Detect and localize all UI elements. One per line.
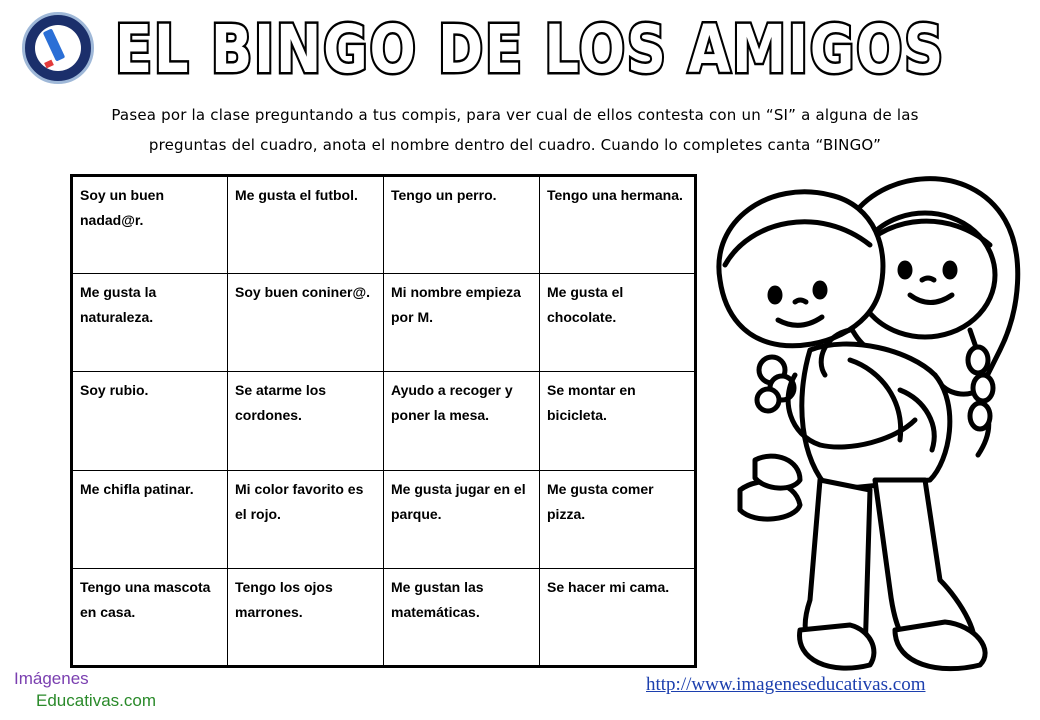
bingo-row xyxy=(72,568,696,666)
bingo-cell[interactable]: Me gusta el chocolate. xyxy=(540,274,696,372)
instructions-line-1: Pasea por la clase preguntando a tus compis, para ver cual de ellos contesta con un “SI” a alguna de las xyxy=(111,106,919,124)
brand-logo xyxy=(14,668,156,712)
bingo-cell[interactable]: Mi nombre empieza por M. xyxy=(384,274,540,372)
instructions-line-2: preguntas del cuadro, anota el nombre dentro del cuadro. Cuando lo completes canta “BINGO” xyxy=(148,136,882,154)
bingo-cell[interactable]: Tengo los ojos marrones. xyxy=(228,568,384,666)
hugging-kids-icon xyxy=(700,160,1030,680)
bingo-grid xyxy=(70,174,697,668)
bingo-cell[interactable]: Me gusta la naturaleza. xyxy=(72,274,228,372)
svg-text:EL BINGO DE LOS AMIGOS: EL BINGO DE LOS AMIGOS xyxy=(115,11,945,88)
website-link[interactable]: http://www.imageneseducativas.com xyxy=(646,674,926,695)
bingo-cell[interactable]: Me gusta el futbol. xyxy=(228,176,384,274)
bingo-cell[interactable]: Ayudo a recoger y poner la mesa. xyxy=(384,372,540,470)
bingo-row xyxy=(72,470,696,568)
bingo-cell[interactable]: Me gusta comer pizza. xyxy=(540,470,696,568)
instructions xyxy=(60,100,970,160)
bingo-cell[interactable]: Me gusta jugar en el parque. xyxy=(384,470,540,568)
bingo-cell[interactable]: Se montar en bicicleta. xyxy=(540,372,696,470)
bingo-cell[interactable]: Soy un buen nadad@r. xyxy=(72,176,228,274)
bingo-cell[interactable]: Se atarme los cordones. xyxy=(228,372,384,470)
bingo-cell[interactable]: Soy rubio. xyxy=(72,372,228,470)
bingo-cell[interactable]: Tengo una hermana. xyxy=(540,176,696,274)
bingo-row xyxy=(72,372,696,470)
bingo-row xyxy=(72,176,696,274)
bingo-cell[interactable]: Tengo una mascota en casa. xyxy=(72,568,228,666)
bingo-cell[interactable]: Se hacer mi cama. xyxy=(540,568,696,666)
bingo-row xyxy=(72,274,696,372)
bingo-cell[interactable]: Me chifla patinar. xyxy=(72,470,228,568)
brand-line-2: Educativas.com xyxy=(36,691,156,710)
bingo-cell[interactable]: Tengo un perro. xyxy=(384,176,540,274)
educational-pencil-logo-icon xyxy=(22,12,94,84)
bingo-cell[interactable]: Soy buen coniner@. xyxy=(228,274,384,372)
bingo-cell[interactable]: Mi color favorito es el rojo. xyxy=(228,470,384,568)
brand-line-1: Imágenes xyxy=(14,669,89,688)
bingo-cell[interactable]: Me gustan las matemáticas. xyxy=(384,568,540,666)
page-title xyxy=(100,6,960,90)
